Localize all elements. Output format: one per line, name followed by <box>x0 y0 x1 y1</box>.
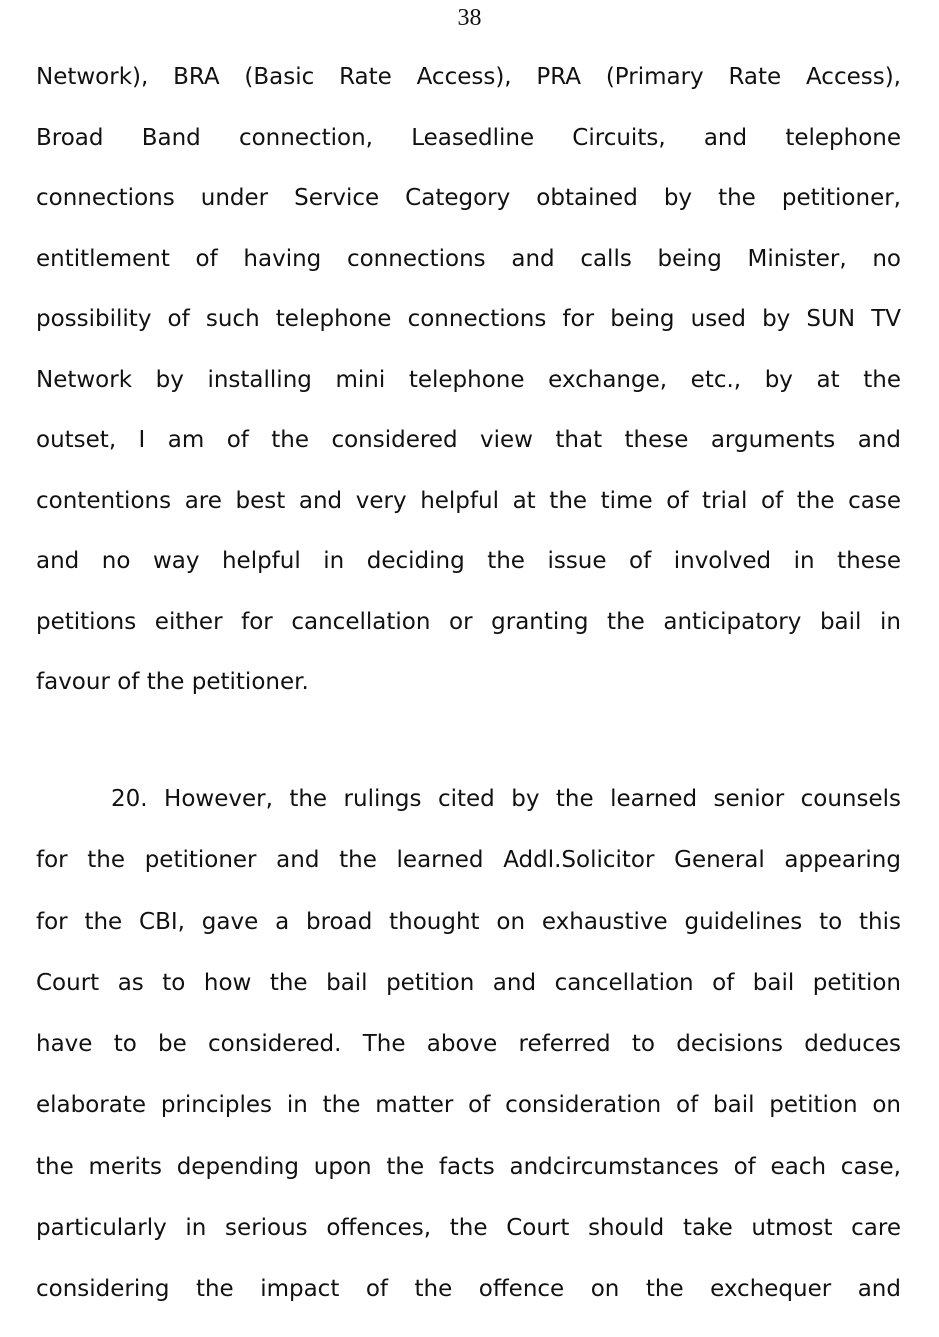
text-line: elaborate principles in the matter of consideration of bail petition on <box>36 1092 901 1119</box>
text-line: favour of the petitioner. <box>36 669 309 695</box>
paragraph-20 <box>36 769 901 1321</box>
paragraph-19-continuation <box>36 47 901 713</box>
text-line: possibility of such telephone connections for being used by SUN TV <box>36 306 901 332</box>
text-line: for the petitioner and the learned Addl.Solicitor General appearing <box>36 847 901 874</box>
text-line: the merits depending upon the facts andcircumstances of each case, <box>36 1153 901 1180</box>
text-line: connections under Service Category obtained by the petitioner, <box>36 185 901 211</box>
text-line: entitlement of having connections and calls being Minister, no <box>36 245 901 272</box>
text-line: considering the impact of the offence on the exchequer and <box>36 1276 901 1303</box>
text-line: Broad Band connection, Leasedline Circuits, and telephone <box>36 124 901 151</box>
text-line: particularly in serious offences, the Court should take utmost care <box>36 1215 901 1242</box>
text-line: Network by installing mini telephone exchange, etc., by at the <box>36 366 901 393</box>
text-line: have to be considered. The above referred to decisions deduces <box>36 1031 901 1058</box>
page-number: 38 <box>457 5 482 31</box>
text-line: petitions either for cancellation or granting the anticipatory bail in <box>36 608 901 635</box>
text-line: Network), BRA (Basic Rate Access), PRA (Primary Rate Access), <box>36 64 901 90</box>
text-line: for the CBI, gave a broad thought on exhaustive guidelines to this <box>36 908 901 935</box>
text-line: and no way helpful in deciding the issue of involved in these <box>36 548 901 574</box>
text-line: outset, I am of the considered view that these arguments and <box>36 427 901 453</box>
text-line: 20. However, the rulings cited by the learned senior counsels <box>111 786 901 812</box>
text-line: contentions are best and very helpful at the time of trial of the case <box>36 487 901 514</box>
text-line: Court as to how the bail petition and cancellation of bail petition <box>36 969 901 996</box>
